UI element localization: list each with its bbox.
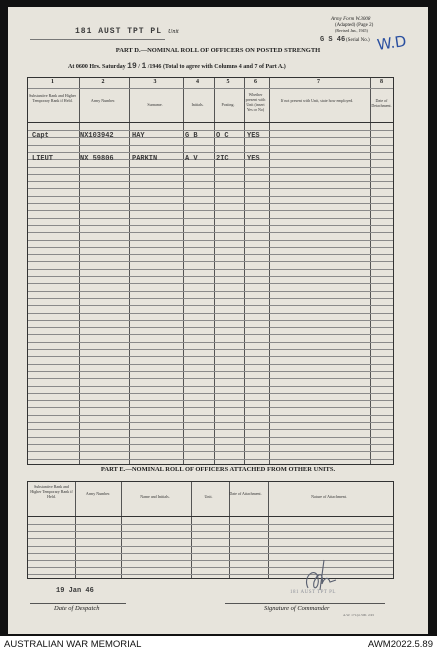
row-rule: [28, 349, 393, 350]
row-rule: [28, 210, 393, 211]
serial-label: (Serial No.): [346, 38, 370, 43]
row2-surname: PARKIN: [132, 155, 158, 163]
commander-stamp: 181 AUST TPT PL: [290, 590, 336, 595]
row-rule: [28, 422, 393, 423]
column-number: 1: [51, 79, 54, 85]
row-rule: [28, 320, 393, 321]
header-detachment-date: Date of Detachment.: [371, 98, 392, 108]
row-rule: [28, 152, 393, 153]
row1-posting: O C: [216, 132, 229, 140]
e-header-attachment-nature: Nature of Attachment.: [311, 494, 347, 499]
date-day: 19: [127, 62, 137, 71]
row-rule: [28, 327, 393, 328]
header-employed: If not present with Unit, state how employed.: [280, 98, 354, 103]
date-prefix: At 0600 Hrs. Saturday: [68, 64, 126, 70]
row-rule: [28, 407, 393, 408]
row-rule: [28, 225, 393, 226]
row-rule: [28, 524, 393, 525]
despatch-label: Date of Despatch: [54, 605, 100, 612]
row-rule: [28, 531, 393, 532]
column-divider: [75, 482, 76, 578]
column-divider: [269, 78, 270, 464]
part-d-column-numbers: [27, 79, 394, 89]
row-rule: [28, 254, 393, 255]
form-revised: (Revised Jan., 1945): [335, 28, 368, 33]
row-rule: [28, 167, 393, 168]
row1-rank: Capt: [32, 132, 49, 140]
row-rule: [28, 546, 393, 547]
row1-surname: HAY: [132, 132, 145, 140]
archive-footer: [0, 636, 437, 653]
e-header-rank: Substantive Rank and Higher Temporary Rank if Held.: [30, 484, 73, 499]
row-rule: [28, 459, 393, 460]
row-rule: [28, 269, 393, 270]
form-adapted: (Adapted) (Page 2): [335, 23, 374, 28]
row-rule: [28, 232, 393, 233]
column-divider: [183, 78, 184, 464]
e-header-unit: Unit.: [204, 494, 213, 499]
row-rule: [28, 371, 393, 372]
column-number: 6: [254, 79, 257, 85]
row1-initials: G B: [185, 132, 198, 140]
column-number: 8: [380, 79, 383, 85]
unit-value: 181 AUST TPT PL: [75, 27, 163, 36]
serial-value: G S 46: [320, 36, 346, 44]
column-divider: [370, 78, 371, 464]
column-number: 5: [226, 79, 230, 85]
row-rule: [28, 516, 393, 517]
column-number: 3: [153, 79, 157, 85]
row-rule: [28, 378, 393, 379]
header-posting: Posting.: [221, 102, 235, 107]
row-rule: [28, 334, 393, 335]
row-rule: [28, 203, 393, 204]
row-rule: [28, 553, 393, 554]
row-rule: [28, 444, 393, 445]
despatch-date: 19 Jan 46: [56, 587, 94, 595]
row-rule: [28, 356, 393, 357]
row-rule: [28, 342, 393, 343]
handwritten-mark: W.D: [375, 32, 408, 54]
header-surname: Surname.: [147, 102, 163, 107]
row-rule: [28, 400, 393, 401]
row-rule: [28, 451, 393, 452]
date-suffix: (Total to agree with Columns 4 and 7 of Part A.): [162, 64, 286, 70]
row2-present: YES: [247, 155, 260, 163]
row-rule: [28, 283, 393, 284]
date-month: 1: [141, 62, 147, 71]
row-rule: [28, 261, 393, 262]
row-rule: [28, 196, 393, 197]
row-rule: [28, 415, 393, 416]
row-rule: [28, 122, 393, 123]
row-rule: [28, 538, 393, 539]
date-year: /1946: [147, 64, 162, 70]
row-rule: [28, 429, 393, 430]
row-rule: [28, 247, 393, 248]
row-rule: [28, 276, 393, 277]
row-rule: [28, 305, 393, 306]
row2-number: NX 59806: [80, 155, 114, 163]
row1-number: NX103942: [80, 132, 114, 140]
row-rule: [28, 313, 393, 314]
part-d-date-line: At 0600 Hrs. Saturday 19 / 1 /1946 (Total to agree with Columns 4 and 7 of Part A.): [68, 62, 286, 71]
row2-posting: 2IC: [216, 155, 229, 163]
row-rule: [28, 130, 393, 131]
commander-signature: [294, 558, 354, 598]
column-number: 2: [101, 79, 105, 85]
row-rule: [28, 218, 393, 219]
despatch-underline: [30, 595, 126, 604]
row-rule: [28, 393, 393, 394]
row-rule: [28, 181, 393, 182]
row-rule: [28, 437, 393, 438]
unit-label: Unit: [168, 29, 179, 35]
header-army-number: Army Number.: [90, 98, 116, 103]
part-d-title: PART D.—NOMINAL ROLL OF OFFICERS ON POSTED STRENGTH: [115, 47, 321, 54]
row-rule: [28, 240, 393, 241]
row-rule: [28, 298, 393, 299]
column-number: 4: [196, 79, 199, 85]
column-divider: [229, 482, 230, 578]
column-divider: [244, 78, 245, 464]
part-e-title: PART E.—NOMINAL ROLL OF OFFICERS ATTACHED FROM OTHER UNITS.: [100, 466, 336, 473]
footer-accession-number: AWM2022.5.89: [367, 639, 433, 650]
row-rule: [28, 291, 393, 292]
header-initials: Initials.: [191, 102, 204, 107]
header-present: Whether present with Unit (insert Yes or No): [245, 92, 266, 112]
header-rank: Substantive Rank and Higher Temporary Rank if Held.: [29, 93, 76, 103]
e-header-name: Name and Initials.: [140, 494, 170, 499]
form-number: Army Form W.3008: [331, 17, 371, 22]
e-header-army-number: Army Number.: [85, 491, 111, 496]
column-divider: [214, 78, 215, 464]
footer-institution: AUSTRALIAN WAR MEMORIAL: [4, 639, 142, 650]
row2-initials: A V: [185, 155, 198, 163]
row1-present: YES: [247, 132, 260, 140]
signature-label: Signature of Commander: [264, 605, 330, 612]
row-rule: [28, 145, 393, 146]
row-rule: [28, 386, 393, 387]
form-page: [8, 7, 428, 634]
column-number: 7: [317, 79, 320, 85]
row-rule: [28, 364, 393, 365]
column-divider: [129, 78, 130, 464]
row2-rank: LIEUT: [32, 155, 54, 163]
row-rule: [28, 174, 393, 175]
row-rule: [28, 188, 393, 189]
e-header-attachment-date: Date of Attachment.: [229, 491, 262, 496]
print-code: A.W. 171/pt.500. 2/45: [343, 613, 375, 617]
